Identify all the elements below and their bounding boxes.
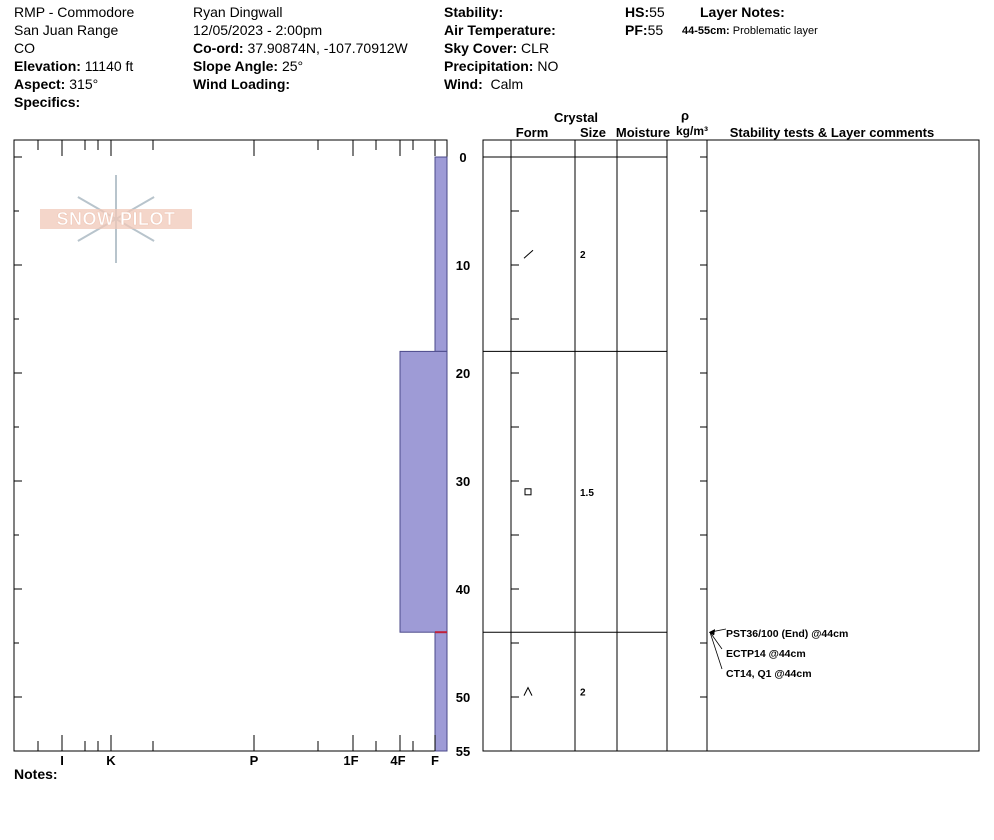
header-crystal: Crystal: [553, 110, 599, 125]
pf-label: PF:: [625, 22, 648, 38]
stability-label: Stability:: [444, 4, 504, 20]
aspect-value: 315°: [69, 76, 99, 92]
hardness-plot-frame: [14, 140, 447, 751]
hardness-tick-label: 4F: [390, 753, 406, 768]
header-form: Form: [515, 125, 549, 140]
elevation-label: Elevation:: [14, 58, 81, 74]
slope-label: Slope Angle:: [193, 58, 279, 74]
depth-tick-label: 55: [455, 744, 471, 759]
layer-note-text: Problematic layer: [732, 25, 818, 37]
location-name: RMP - Commodore: [14, 4, 135, 20]
layer-note-range: 44-55cm:: [682, 25, 730, 37]
depth-tick-label: 50: [455, 690, 471, 705]
wind-loading-label: Wind Loading:: [193, 76, 291, 92]
depth-tick-label: 0: [459, 150, 467, 165]
hs-label: HS:: [625, 4, 650, 20]
hardness-layer-bar: [435, 632, 447, 751]
header-density: kg/m³: [675, 124, 709, 138]
stability-test-arrowhead: [709, 629, 715, 635]
depth-tick-label: 10: [455, 258, 471, 273]
crystal-form-symbol: [524, 688, 532, 696]
hardness-tick-label: P: [249, 753, 259, 768]
crystal-size-value: 2: [580, 687, 586, 699]
depth-tick-label: 30: [455, 474, 471, 489]
hardness-layer-bar: [435, 157, 447, 351]
hs-value: 55: [649, 4, 665, 20]
crystal-form-symbol: [525, 489, 531, 495]
stability-test-label: PST36/100 (End) @44cm: [726, 628, 849, 640]
sky-label: Sky Cover:: [444, 40, 518, 56]
hardness-tick-label: F: [431, 753, 439, 768]
wind-value: Calm: [490, 76, 524, 92]
range-name: San Juan Range: [14, 22, 119, 38]
crystal-size-value: 1.5: [580, 487, 594, 499]
hardness-layer-bar: [400, 351, 447, 632]
hardness-tick-label: K: [106, 753, 116, 768]
coord-label: Co-ord:: [193, 40, 244, 56]
slope-value: 25°: [281, 58, 304, 74]
stability-test-arrow: [710, 632, 722, 649]
header-moisture: Moisture: [615, 125, 671, 140]
depth-tick-label: 20: [455, 366, 471, 381]
coord-value: 37.90874N, -107.70912W: [247, 40, 408, 56]
layer-notes-label: Layer Notes:: [700, 4, 785, 20]
observation-datetime: 12/05/2023 - 2:00pm: [193, 22, 323, 38]
stability-test-label: CT14, Q1 @44cm: [726, 668, 812, 680]
header-size: Size: [579, 125, 607, 140]
precip-label: Precipitation:: [444, 58, 534, 74]
specifics-label: Specifics:: [14, 94, 81, 110]
header-comments: Stability tests & Layer comments: [729, 125, 935, 140]
hardness-tick-label: 1F: [343, 753, 359, 768]
stability-test-label: ECTP14 @44cm: [726, 648, 806, 660]
state-name: CO: [14, 40, 35, 56]
precip-value: NO: [537, 58, 559, 74]
logo-text: SNOW PILOT: [56, 209, 176, 229]
aspect-label: Aspect:: [14, 76, 66, 92]
depth-tick-label: 40: [455, 582, 471, 597]
air-temp-label: Air Temperature:: [444, 22, 556, 38]
wind-label: Wind:: [444, 76, 483, 92]
notes-label: Notes:: [14, 766, 58, 782]
sky-value: CLR: [521, 40, 550, 56]
header-rho: ρ: [680, 108, 690, 123]
pf-value: 55: [647, 22, 664, 38]
elevation-value: 11140 ft: [84, 58, 134, 74]
crystal-form-symbol: [524, 250, 533, 258]
crystal-size-value: 2: [580, 250, 586, 262]
stability-test-arrow: [710, 632, 722, 669]
hardness-tick-label: I: [60, 753, 64, 768]
observer-name: Ryan Dingwall: [193, 4, 283, 20]
